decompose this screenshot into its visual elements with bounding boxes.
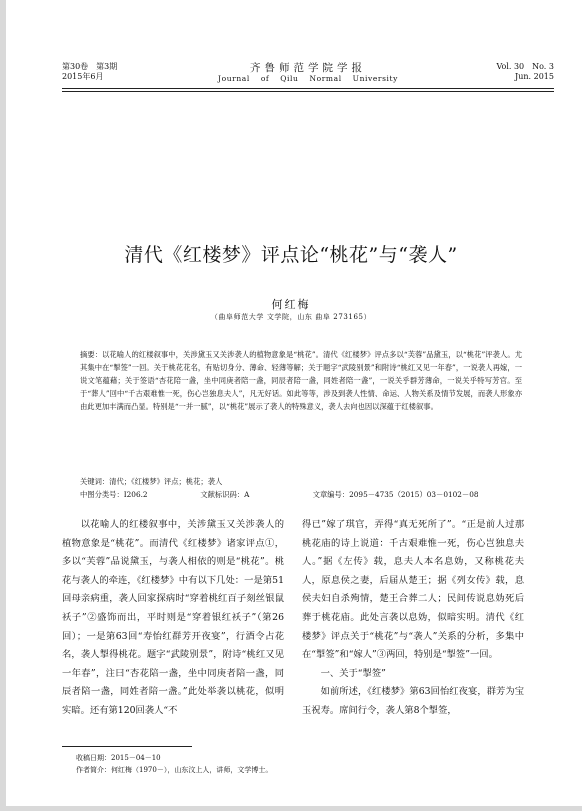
document-code: 文献标识码：A: [200, 490, 250, 499]
clc-number: 中图分类号：I206.2: [80, 490, 148, 499]
abstract-text: 摘要：以花喻人的红楼叙事中，关涉黛玉又关涉袭人的植物意象是“桃花”。清代《红楼梦》评点多以“芙蓉”品黛玉，以“桃花”评袭人。尤其集中在“掣签”一回。关于桃花花名，有贴切身分、薄命、轻薄等解；关于题字“武陵别景”和附诗“桃红又见一年春”，一说袭人再嫁，一说文笔蕴藉；关于签语“杏花陪一盏，坐中同庚者陪一盏，同辰者陪一盏，同姓者陪一盏”，一说关乎群芳薄命，一说关乎特写芳官。至于“葬人”回中“千古艰难惟一死，伤心岂独息夫人”，凡无好话。如此等等，涉及到袭人性情、命运、人物关系及情节发展，而袭人形象亦由此更加丰满而凸显。特别是“一并一腻”，以“桃花”展示了袭人的特殊意义，袭人去向也因以深蕴于红楼叙事。: [80, 350, 522, 412]
date-en: Jun. 2015: [515, 72, 554, 81]
footnote-rule: [62, 746, 192, 747]
header-right: [496, 62, 554, 82]
body-paragraph: 以花喻人的红楼叙事中，关涉黛玉又关涉袭人的植物意象是“桃花”。而清代《红楼梦》诸家评点①，多以“芙蓉”品说黛玉，与袭人相依的则是“桃花”。桃花与袭人的牵连，《红楼梦》中有以下几处：一是第51回母亲病重，袭人回家探病时“穿着桃红百子刻丝银鼠袄子”②盛饰而出，平时则是“穿着银红袄子”（第26回）；一是第63回“寿怡红群芳开夜宴”，行酒令占花名，袭人掣得桃花。题字“武陵别景”，附诗“桃红又见一年春”，注曰“杏花陪一盏，坐中同庚者陪一盏，同辰者陪一盏，同姓者陪一盏。”此处举袭以桃花，似明实暗。还有第120回袭人“不: [62, 519, 284, 716]
article-title: 清代《红楼梦》评点论“桃花”与“袭人”: [124, 244, 458, 266]
scan-edge-bottom: [0, 806, 582, 811]
keywords: 关键词：清代；《红楼梦》评点；桃花；袭人: [80, 477, 223, 486]
received-date: 收稿日期：2015－04－10: [76, 754, 161, 762]
author-affiliation: （曲阜师范大学 文学院，山东 曲阜 273165）: [210, 313, 372, 321]
classification-line: [80, 489, 522, 501]
journal-name-cn: 齐鲁师范学院学报: [250, 62, 366, 74]
body-column-right: [302, 516, 524, 721]
header-rule-thin: [62, 91, 554, 92]
section-heading: 一、关于“掣签”: [320, 667, 386, 679]
volume-issue-en: Vol. 30 No. 3: [496, 62, 554, 71]
journal-name-en: Journal of Qilu Normal University: [218, 74, 398, 83]
volume-issue-cn: 第30卷 第3期: [62, 62, 118, 71]
header-center: [62, 62, 554, 84]
body-column-left: [62, 516, 284, 721]
scan-edge-left: [0, 0, 6, 811]
author-name: 何红梅: [271, 298, 311, 311]
header-rule: [62, 88, 554, 89]
date-cn: 2015年6月: [62, 72, 104, 81]
abstract: [80, 348, 522, 413]
author-bio: 作者简介：何红梅（1970－），山东汶上人，讲师，文学博士。: [76, 766, 273, 774]
article-number: 文章编号：2095－4735（2015）03－0102－08: [312, 490, 479, 499]
body-paragraph-continued: 得已”嫁了琪官，弄得“真无死所了”。“正是前人过那桃花庙的诗上说道：千古艰难惟一死，伤心岂独息夫人。”据《左传》载，息夫人本名息妫，又称桃花夫人，原息侯之妻，后届从楚王；据《列女传》载，息侯夫妇自杀殉情，楚王合葬二人；民间传说息妫死后葬于桃花庙。此处言袭以息妫，似暗实明。清代《红楼梦》评点关于“桃花”与“袭人”关系的分析，多集中在“掣签”和“嫁人”③两回，特别是“掣签”一回。: [302, 519, 524, 661]
footnote: [76, 752, 272, 776]
body-paragraph: 如前所述，《红楼梦》第63回怡红夜宴，群芳为宝玉祝寿。席间行令，袭人第8个掣签，: [302, 686, 524, 716]
